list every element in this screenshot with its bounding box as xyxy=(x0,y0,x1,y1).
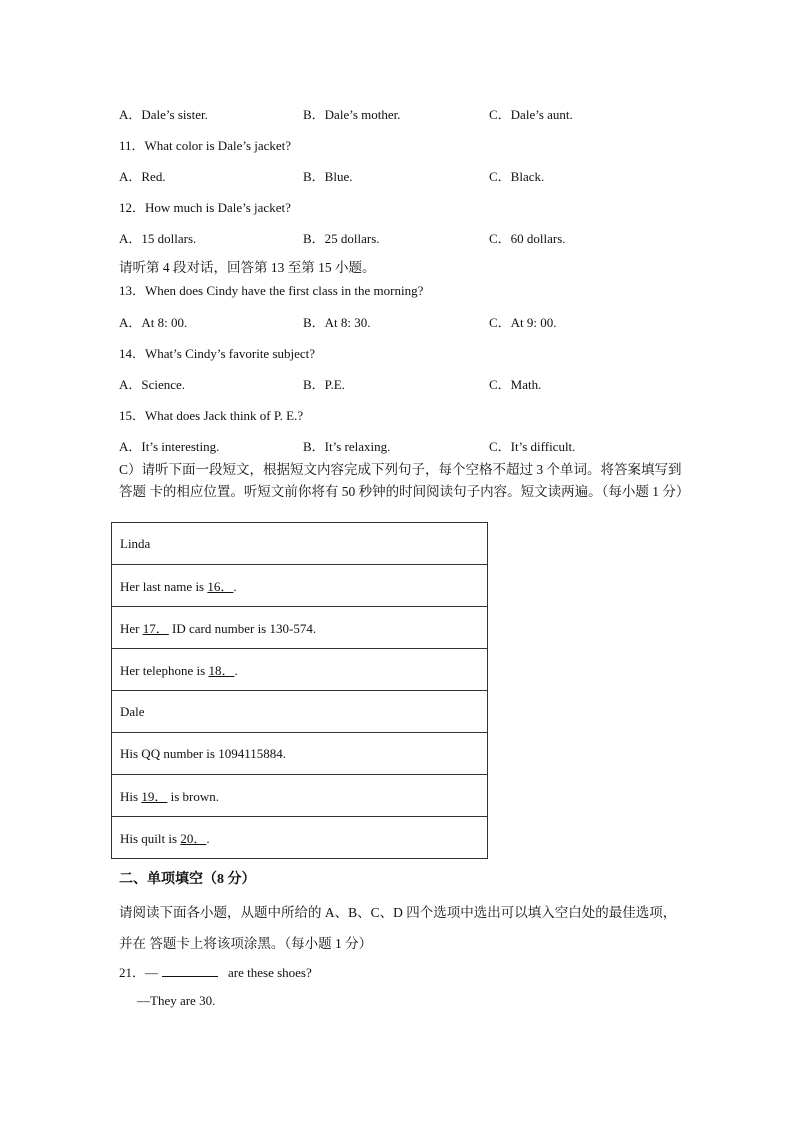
table-row xyxy=(112,649,488,691)
row-20-text: His quilt is xyxy=(120,831,181,846)
q21-suffix: are these shoes? xyxy=(228,965,312,980)
blank-18: 18． xyxy=(208,663,235,678)
q15-option-a: A．It’s interesting. xyxy=(119,439,220,454)
row-17 xyxy=(112,607,488,649)
q14-option-b: B．P.E. xyxy=(303,377,345,392)
row-20-end: . xyxy=(206,831,210,846)
q14-option-c: C．Math. xyxy=(489,377,542,392)
blank-20: 20． xyxy=(180,831,207,846)
table-row xyxy=(112,817,488,859)
q21-question xyxy=(119,962,312,981)
row-20 xyxy=(112,817,488,859)
q21-blank xyxy=(162,964,218,977)
q10-option-b: B．Dale’s mother. xyxy=(303,107,401,122)
row-19-text: His xyxy=(120,789,142,804)
table-row xyxy=(112,775,488,817)
row-16-text: Her last name is xyxy=(120,579,208,594)
row-16-end: . xyxy=(233,579,237,594)
dialog4-instruction: 请听第 4 段对话，回答第 13 至第 15 小题。 xyxy=(119,260,376,275)
linda-heading: Linda xyxy=(112,523,488,565)
q13-question: 13．When does Cindy have the first class in the morning? xyxy=(119,283,424,298)
row-18 xyxy=(112,649,488,691)
q21-prefix: 21．— xyxy=(119,965,159,980)
q15-option-b: B．It’s relaxing. xyxy=(303,439,391,454)
q11-question: 11．What color is Dale’s jacket? xyxy=(119,138,292,153)
q11-option-b: B．Blue. xyxy=(303,169,353,184)
q14-question: 14．What’s Cindy’s favorite subject? xyxy=(119,346,316,361)
q13-option-c: C．At 9: 00. xyxy=(489,315,557,330)
q15-question: 15．What does Jack think of P. E.? xyxy=(119,408,304,423)
table-row xyxy=(112,691,488,733)
q12-option-a: A．15 dollars. xyxy=(119,231,197,246)
table-row xyxy=(112,523,488,565)
section2-title: 二、单项填空（8 分） xyxy=(119,872,256,887)
q10-option-a: A．Dale’s sister. xyxy=(119,107,208,122)
q11-option-c: C．Black. xyxy=(489,169,545,184)
table-row xyxy=(112,565,488,607)
q10-option-c: C．Dale’s aunt. xyxy=(489,107,573,122)
table-row xyxy=(112,733,488,775)
q12-option-b: B．25 dollars. xyxy=(303,231,380,246)
row-18-end: . xyxy=(234,663,238,678)
blank-16: 16． xyxy=(207,579,234,594)
row-19-end: is brown. xyxy=(167,789,219,804)
q21-answer: —They are 30. xyxy=(137,993,216,1008)
blank-19: 19． xyxy=(141,789,168,804)
dale-heading: Dale xyxy=(112,691,488,733)
q12-option-c: C．60 dollars. xyxy=(489,231,566,246)
q14-option-a: A．Science. xyxy=(119,377,186,392)
part-c-instructions: C）请听下面一段短文，根据短文内容完成下列句子，每个空格不超过 3 个单词。将答案填写到答题 卡的相应位置。听短文前你将有 50 秒钟的时间阅读句子内容。短文读两遍。（每小题 1 分） xyxy=(119,462,690,499)
info-table xyxy=(111,522,488,859)
table-row xyxy=(112,607,488,649)
row-17-text: Her xyxy=(120,621,143,636)
blank-17: 17． xyxy=(142,621,169,636)
q15-option-c: C．It’s difficult. xyxy=(489,439,576,454)
row-18-text: Her telephone is xyxy=(120,663,209,678)
q12-question: 12．How much is Dale’s jacket? xyxy=(119,200,291,215)
section2-instructions: 请阅读下面各小题，从题中所给的 A、B、C、D 四个选项中选出可以填入空白处的最佳选项，并在 答题卡上将该项涂黑。（每小题 1 分） xyxy=(119,905,677,951)
row-19 xyxy=(112,775,488,817)
qq-row: His QQ number is 1094115884. xyxy=(112,733,488,775)
row-16 xyxy=(112,565,488,607)
q13-option-b: B．At 8: 30. xyxy=(303,315,371,330)
q13-option-a: A．At 8: 00. xyxy=(119,315,188,330)
row-17-end: ID card number is 130-574. xyxy=(168,621,317,636)
q11-option-a: A．Red. xyxy=(119,169,166,184)
